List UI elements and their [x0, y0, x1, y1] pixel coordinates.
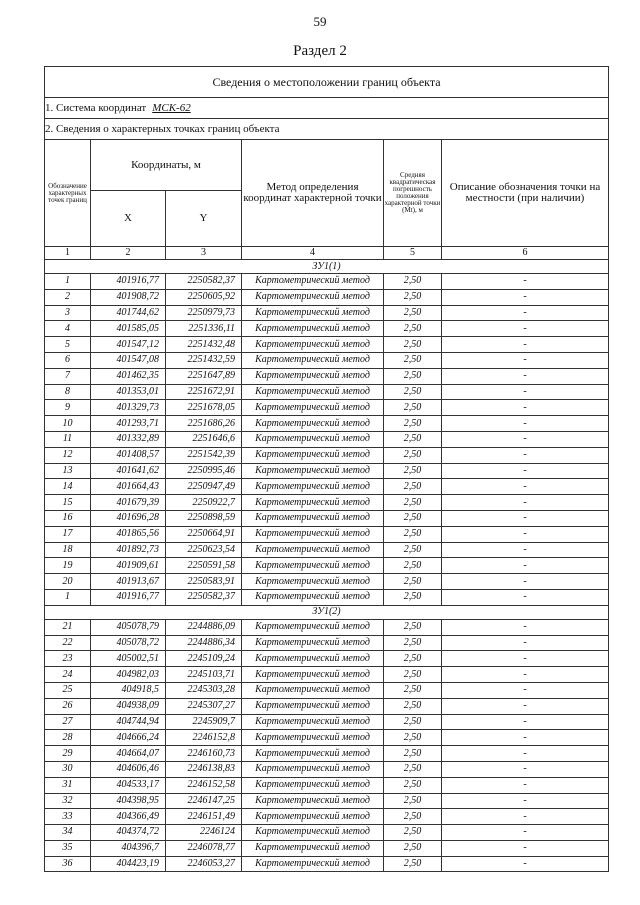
accuracy-cell: 2,50	[384, 667, 442, 683]
point-number-cell: 2	[45, 289, 91, 305]
method-cell: Картометрический метод	[242, 495, 384, 511]
method-cell: Картометрический метод	[242, 777, 384, 793]
table-row	[45, 352, 609, 368]
y-coordinate-cell: 2250979,73	[166, 305, 242, 321]
description-cell: -	[442, 289, 609, 305]
x-coordinate-cell: 405078,79	[91, 619, 166, 635]
table-row	[45, 825, 609, 841]
method-cell: Картометрический метод	[242, 542, 384, 558]
column-number: 6	[442, 247, 609, 260]
y-coordinate-cell: 2250922,7	[166, 495, 242, 511]
point-number-cell: 36	[45, 856, 91, 872]
accuracy-cell: 2,50	[384, 542, 442, 558]
point-number-cell: 14	[45, 479, 91, 495]
coord-system-label: 1. Система координат	[45, 101, 147, 114]
description-cell: -	[442, 337, 609, 353]
accuracy-cell: 2,50	[384, 352, 442, 368]
table-row	[45, 526, 609, 542]
description-cell: -	[442, 526, 609, 542]
y-coordinate-cell: 2250995,46	[166, 463, 242, 479]
section-title: Раздел 2	[293, 43, 347, 59]
accuracy-cell: 2,50	[384, 447, 442, 463]
accuracy-cell: 2,50	[384, 589, 442, 605]
x-coordinate-cell: 404374,72	[91, 825, 166, 841]
column-number: 5	[384, 247, 442, 260]
y-coordinate-cell: 2246053,27	[166, 856, 242, 872]
y-coordinate-cell: 2250582,37	[166, 589, 242, 605]
accuracy-cell: 2,50	[384, 368, 442, 384]
method-cell: Картометрический метод	[242, 574, 384, 590]
method-cell: Картометрический метод	[242, 809, 384, 825]
x-coordinate-cell: 401913,67	[91, 574, 166, 590]
table-row	[45, 793, 609, 809]
accuracy-cell: 2,50	[384, 337, 442, 353]
x-coordinate-cell: 401916,77	[91, 274, 166, 290]
x-coordinate-cell: 401547,12	[91, 337, 166, 353]
accuracy-cell: 2,50	[384, 777, 442, 793]
header-accuracy: Средняя квадратическая погрешность положения характерной точки (Mt), м	[384, 140, 442, 247]
accuracy-cell: 2,50	[384, 321, 442, 337]
method-cell: Картометрический метод	[242, 274, 384, 290]
method-cell: Картометрический метод	[242, 321, 384, 337]
point-number-cell: 17	[45, 526, 91, 542]
description-cell: -	[442, 368, 609, 384]
table-row	[45, 321, 609, 337]
coord-system-row	[45, 98, 609, 119]
point-number-cell: 11	[45, 431, 91, 447]
table-row	[45, 305, 609, 321]
x-coordinate-cell: 401908,72	[91, 289, 166, 305]
x-coordinate-cell: 401641,62	[91, 463, 166, 479]
boundary-table	[44, 66, 609, 872]
table-row	[45, 400, 609, 416]
method-cell: Картометрический метод	[242, 431, 384, 447]
description-cell: -	[442, 682, 609, 698]
group-header-row	[45, 605, 609, 619]
accuracy-cell: 2,50	[384, 431, 442, 447]
method-cell: Картометрический метод	[242, 746, 384, 762]
point-number-cell: 31	[45, 777, 91, 793]
x-coordinate-cell: 404423,19	[91, 856, 166, 872]
method-cell: Картометрический метод	[242, 447, 384, 463]
description-cell: -	[442, 589, 609, 605]
y-coordinate-cell: 2251336,11	[166, 321, 242, 337]
point-number-cell: 10	[45, 416, 91, 432]
accuracy-cell: 2,50	[384, 384, 442, 400]
table-row	[45, 289, 609, 305]
table-row	[45, 635, 609, 651]
y-coordinate-cell: 2250947,49	[166, 479, 242, 495]
table-row	[45, 746, 609, 762]
table-row	[45, 714, 609, 730]
description-cell: -	[442, 619, 609, 635]
method-cell: Картометрический метод	[242, 305, 384, 321]
accuracy-cell: 2,50	[384, 856, 442, 872]
point-number-cell: 24	[45, 667, 91, 683]
y-coordinate-cell: 2245303,28	[166, 682, 242, 698]
y-coordinate-cell: 2251432,48	[166, 337, 242, 353]
table-row	[45, 495, 609, 511]
table-row	[45, 431, 609, 447]
method-cell: Картометрический метод	[242, 368, 384, 384]
accuracy-cell: 2,50	[384, 619, 442, 635]
method-cell: Картометрический метод	[242, 619, 384, 635]
description-cell: -	[442, 384, 609, 400]
description-cell: -	[442, 274, 609, 290]
y-coordinate-cell: 2246078,77	[166, 840, 242, 856]
method-cell: Картометрический метод	[242, 510, 384, 526]
description-cell: -	[442, 761, 609, 777]
y-coordinate-cell: 2246160,73	[166, 746, 242, 762]
accuracy-cell: 2,50	[384, 635, 442, 651]
description-cell: -	[442, 825, 609, 841]
point-number-cell: 35	[45, 840, 91, 856]
method-cell: Картометрический метод	[242, 589, 384, 605]
y-coordinate-cell: 2245109,24	[166, 651, 242, 667]
coord-system-value: МСК-62	[152, 101, 191, 114]
y-coordinate-cell: 2246147,25	[166, 793, 242, 809]
column-number: 1	[45, 247, 91, 260]
x-coordinate-cell: 404398,95	[91, 793, 166, 809]
x-coordinate-cell: 401332,89	[91, 431, 166, 447]
y-coordinate-cell: 2245103,71	[166, 667, 242, 683]
table-row	[45, 463, 609, 479]
y-coordinate-cell: 2246152,8	[166, 730, 242, 746]
description-cell: -	[442, 840, 609, 856]
point-number-cell: 3	[45, 305, 91, 321]
table-row	[45, 416, 609, 432]
x-coordinate-cell: 404366,49	[91, 809, 166, 825]
point-number-cell: 15	[45, 495, 91, 511]
page-number: 59	[313, 14, 327, 29]
accuracy-cell: 2,50	[384, 274, 442, 290]
accuracy-cell: 2,50	[384, 809, 442, 825]
point-number-cell: 33	[45, 809, 91, 825]
y-coordinate-cell: 2245909,7	[166, 714, 242, 730]
y-coordinate-cell: 2246124	[166, 825, 242, 841]
point-number-cell: 20	[45, 574, 91, 590]
table-row	[45, 761, 609, 777]
point-number-cell: 34	[45, 825, 91, 841]
accuracy-cell: 2,50	[384, 479, 442, 495]
accuracy-cell: 2,50	[384, 400, 442, 416]
point-number-cell: 29	[45, 746, 91, 762]
table-row	[45, 510, 609, 526]
description-cell: -	[442, 574, 609, 590]
table-title: Сведения о местоположении границ объекта	[45, 67, 609, 98]
method-cell: Картометрический метод	[242, 651, 384, 667]
point-number-cell: 28	[45, 730, 91, 746]
x-coordinate-cell: 401353,01	[91, 384, 166, 400]
description-cell: -	[442, 793, 609, 809]
accuracy-cell: 2,50	[384, 558, 442, 574]
description-cell: -	[442, 667, 609, 683]
point-number-cell: 18	[45, 542, 91, 558]
table-row	[45, 368, 609, 384]
method-cell: Картометрический метод	[242, 479, 384, 495]
description-cell: -	[442, 746, 609, 762]
point-number-cell: 25	[45, 682, 91, 698]
x-coordinate-cell: 401696,28	[91, 510, 166, 526]
table-row	[45, 384, 609, 400]
method-cell: Картометрический метод	[242, 635, 384, 651]
table-row	[45, 651, 609, 667]
description-cell: -	[442, 305, 609, 321]
y-coordinate-cell: 2250605,92	[166, 289, 242, 305]
header-y: Y	[166, 191, 242, 247]
point-number-cell: 8	[45, 384, 91, 400]
description-cell: -	[442, 463, 609, 479]
accuracy-cell: 2,50	[384, 495, 442, 511]
description-cell: -	[442, 495, 609, 511]
method-cell: Картометрический метод	[242, 289, 384, 305]
point-number-cell: 12	[45, 447, 91, 463]
x-coordinate-cell: 404982,03	[91, 667, 166, 683]
x-coordinate-cell: 401892,73	[91, 542, 166, 558]
x-coordinate-cell: 401329,73	[91, 400, 166, 416]
accuracy-cell: 2,50	[384, 463, 442, 479]
x-coordinate-cell: 401909,61	[91, 558, 166, 574]
description-cell: -	[442, 321, 609, 337]
group-name: ЗУ1(1)	[45, 260, 609, 274]
y-coordinate-cell: 2250583,91	[166, 574, 242, 590]
table-row	[45, 542, 609, 558]
accuracy-cell: 2,50	[384, 730, 442, 746]
y-coordinate-cell: 2246151,49	[166, 809, 242, 825]
table-row	[45, 856, 609, 872]
method-cell: Картометрический метод	[242, 667, 384, 683]
description-cell: -	[442, 777, 609, 793]
point-number-cell: 32	[45, 793, 91, 809]
point-number-cell: 1	[45, 589, 91, 605]
header-point-label: Обозначение характерных точек границ	[45, 140, 91, 247]
x-coordinate-cell: 401679,39	[91, 495, 166, 511]
description-cell: -	[442, 400, 609, 416]
method-cell: Картометрический метод	[242, 698, 384, 714]
x-coordinate-cell: 401916,77	[91, 589, 166, 605]
group-name: ЗУ1(2)	[45, 605, 609, 619]
point-number-cell: 26	[45, 698, 91, 714]
description-cell: -	[442, 431, 609, 447]
point-number-cell: 19	[45, 558, 91, 574]
x-coordinate-cell: 401408,57	[91, 447, 166, 463]
accuracy-cell: 2,50	[384, 526, 442, 542]
table-row	[45, 337, 609, 353]
description-cell: -	[442, 352, 609, 368]
x-coordinate-cell: 404533,17	[91, 777, 166, 793]
table-row	[45, 777, 609, 793]
y-coordinate-cell: 2250582,37	[166, 274, 242, 290]
point-number-cell: 30	[45, 761, 91, 777]
accuracy-cell: 2,50	[384, 510, 442, 526]
x-coordinate-cell: 404744,94	[91, 714, 166, 730]
x-coordinate-cell: 404606,46	[91, 761, 166, 777]
method-cell: Картометрический метод	[242, 856, 384, 872]
table-row	[45, 447, 609, 463]
description-cell: -	[442, 416, 609, 432]
method-cell: Картометрический метод	[242, 714, 384, 730]
x-coordinate-cell: 404938,09	[91, 698, 166, 714]
x-coordinate-cell: 405078,72	[91, 635, 166, 651]
description-cell: -	[442, 730, 609, 746]
method-cell: Картометрический метод	[242, 825, 384, 841]
x-coordinate-cell: 401744,62	[91, 305, 166, 321]
description-cell: -	[442, 479, 609, 495]
accuracy-cell: 2,50	[384, 289, 442, 305]
table-row	[45, 558, 609, 574]
y-coordinate-cell: 2251678,05	[166, 400, 242, 416]
y-coordinate-cell: 2246138,83	[166, 761, 242, 777]
y-coordinate-cell: 2250898,59	[166, 510, 242, 526]
method-cell: Картометрический метод	[242, 558, 384, 574]
accuracy-cell: 2,50	[384, 698, 442, 714]
y-coordinate-cell: 2250664,91	[166, 526, 242, 542]
accuracy-cell: 2,50	[384, 825, 442, 841]
y-coordinate-cell: 2251432,59	[166, 352, 242, 368]
accuracy-cell: 2,50	[384, 714, 442, 730]
header-method: Метод определения координат характерной точки	[242, 140, 384, 247]
accuracy-cell: 2,50	[384, 682, 442, 698]
column-number: 3	[166, 247, 242, 260]
column-number: 2	[91, 247, 166, 260]
accuracy-cell: 2,50	[384, 416, 442, 432]
table-row	[45, 619, 609, 635]
description-cell: -	[442, 698, 609, 714]
method-cell: Картометрический метод	[242, 526, 384, 542]
point-number-cell: 7	[45, 368, 91, 384]
x-coordinate-cell: 404918,5	[91, 682, 166, 698]
header-x: X	[91, 191, 166, 247]
method-cell: Картометрический метод	[242, 730, 384, 746]
accuracy-cell: 2,50	[384, 574, 442, 590]
point-number-cell: 1	[45, 274, 91, 290]
y-coordinate-cell: 2251686,26	[166, 416, 242, 432]
y-coordinate-cell: 2251542,39	[166, 447, 242, 463]
description-cell: -	[442, 510, 609, 526]
y-coordinate-cell: 2246152,58	[166, 777, 242, 793]
method-cell: Картометрический метод	[242, 384, 384, 400]
method-cell: Картометрический метод	[242, 682, 384, 698]
table-row	[45, 730, 609, 746]
accuracy-cell: 2,50	[384, 305, 442, 321]
x-coordinate-cell: 404664,07	[91, 746, 166, 762]
point-number-cell: 22	[45, 635, 91, 651]
x-coordinate-cell: 401547,08	[91, 352, 166, 368]
x-coordinate-cell: 401585,05	[91, 321, 166, 337]
group-header-row	[45, 260, 609, 274]
description-cell: -	[442, 714, 609, 730]
method-cell: Картометрический метод	[242, 761, 384, 777]
table-row	[45, 698, 609, 714]
x-coordinate-cell: 404666,24	[91, 730, 166, 746]
x-coordinate-cell: 401462,35	[91, 368, 166, 384]
description-cell: -	[442, 856, 609, 872]
method-cell: Картометрический метод	[242, 337, 384, 353]
table-row	[45, 667, 609, 683]
y-coordinate-cell: 2251647,89	[166, 368, 242, 384]
method-cell: Картометрический метод	[242, 793, 384, 809]
y-coordinate-cell: 2250591,58	[166, 558, 242, 574]
points-heading: 2. Сведения о характерных точках границ объекта	[45, 119, 609, 140]
table-row	[45, 589, 609, 605]
accuracy-cell: 2,50	[384, 761, 442, 777]
x-coordinate-cell: 405002,51	[91, 651, 166, 667]
y-coordinate-cell: 2244886,09	[166, 619, 242, 635]
column-number: 4	[242, 247, 384, 260]
point-number-cell: 5	[45, 337, 91, 353]
x-coordinate-cell: 401664,43	[91, 479, 166, 495]
accuracy-cell: 2,50	[384, 793, 442, 809]
table-row	[45, 809, 609, 825]
point-number-cell: 23	[45, 651, 91, 667]
description-cell: -	[442, 651, 609, 667]
method-cell: Картометрический метод	[242, 840, 384, 856]
method-cell: Картометрический метод	[242, 400, 384, 416]
point-number-cell: 9	[45, 400, 91, 416]
point-number-cell: 16	[45, 510, 91, 526]
header-coords: Координаты, м	[91, 140, 242, 191]
point-number-cell: 27	[45, 714, 91, 730]
x-coordinate-cell: 404396,7	[91, 840, 166, 856]
description-cell: -	[442, 809, 609, 825]
point-number-cell: 13	[45, 463, 91, 479]
y-coordinate-cell: 2251672,91	[166, 384, 242, 400]
point-number-cell: 4	[45, 321, 91, 337]
table-row	[45, 840, 609, 856]
y-coordinate-cell: 2250623,54	[166, 542, 242, 558]
table-row	[45, 274, 609, 290]
accuracy-cell: 2,50	[384, 746, 442, 762]
description-cell: -	[442, 542, 609, 558]
point-number-cell: 21	[45, 619, 91, 635]
accuracy-cell: 2,50	[384, 840, 442, 856]
method-cell: Картометрический метод	[242, 463, 384, 479]
description-cell: -	[442, 558, 609, 574]
y-coordinate-cell: 2244886,34	[166, 635, 242, 651]
x-coordinate-cell: 401865,56	[91, 526, 166, 542]
point-number-cell: 6	[45, 352, 91, 368]
description-cell: -	[442, 447, 609, 463]
method-cell: Картометрический метод	[242, 416, 384, 432]
description-cell: -	[442, 635, 609, 651]
method-cell: Картометрический метод	[242, 352, 384, 368]
y-coordinate-cell: 2251646,6	[166, 431, 242, 447]
table-row	[45, 479, 609, 495]
accuracy-cell: 2,50	[384, 651, 442, 667]
x-coordinate-cell: 401293,71	[91, 416, 166, 432]
header-description: Описание обозначения точки на местности (при наличии)	[442, 140, 609, 247]
table-row	[45, 682, 609, 698]
table-row	[45, 574, 609, 590]
y-coordinate-cell: 2245307,27	[166, 698, 242, 714]
